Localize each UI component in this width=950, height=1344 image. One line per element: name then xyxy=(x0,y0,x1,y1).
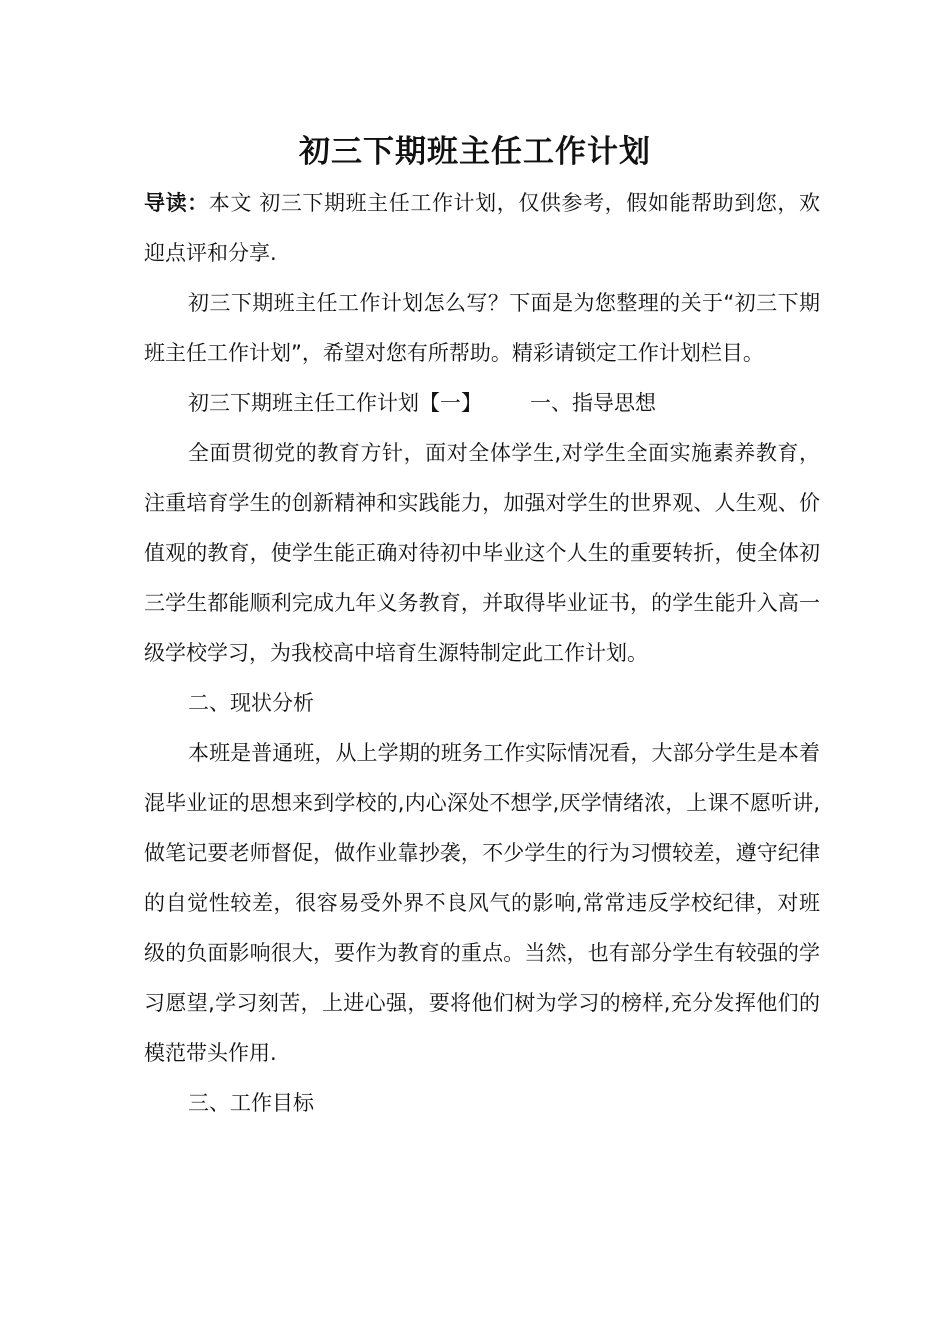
section-three-heading: 三、工作目标 xyxy=(188,1091,314,1115)
guiding-principles-paragraph: 全面贯彻党的教育方针，面对全体学生,对学生全面实施素养教育，注重培育学生的创新精神和实践能力，加强对学生的世界观、人生观、价值观的教育，使学生能正确对待初中毕业这个人生的重要转折，使全体初三学生都能顺利完成九年义务教育，并取得毕业证书，的学生能升入高一级学校学习，为我校高中培育生源特制定此工作计划。 xyxy=(144,441,820,665)
section-one-heading-line xyxy=(144,378,820,428)
document-title: 初三下期班主任工作计划 xyxy=(299,134,651,170)
intro-label: 导读： xyxy=(144,191,209,215)
opening-paragraph: 初三下期班主任工作计划怎么写？下面是为您整理的关于“初三下期班主任工作计划”，希望对您有所帮助。精彩请锁定工作计划栏目。 xyxy=(144,291,820,365)
intro-text: 本文 初三下期班主任工作计划，仅供参考，假如能帮助到您，欢迎点评和分享. xyxy=(144,191,820,265)
section-one-heading: 初三下期班主任工作计划【一】 xyxy=(188,391,482,415)
document-body xyxy=(144,178,820,1128)
intro-paragraph xyxy=(144,178,820,278)
section-two-heading: 二、现状分析 xyxy=(188,691,314,715)
section-one-subheading: 一、指导思想 xyxy=(530,391,656,415)
situation-analysis-paragraph: 本班是普通班，从上学期的班务工作实际情况看，大部分学生是本着混毕业证的思想来到学校的,内心深处不想学,厌学情绪浓，上课不愿听讲,做笔记要老师督促，做作业靠抄袭，不少学生的行为习惯较差，遵守纪律的自觉性较差，很容易受外界不良风气的影响,常常违反学校纪律，对班级的负面影响很大，要作为教育的重点。当然，也有部分学生有较强的学习愿望,学习刻苦，上进心强，要将他们树为学习的榜样,充分发挥他们的模范带头作用. xyxy=(144,741,820,1065)
